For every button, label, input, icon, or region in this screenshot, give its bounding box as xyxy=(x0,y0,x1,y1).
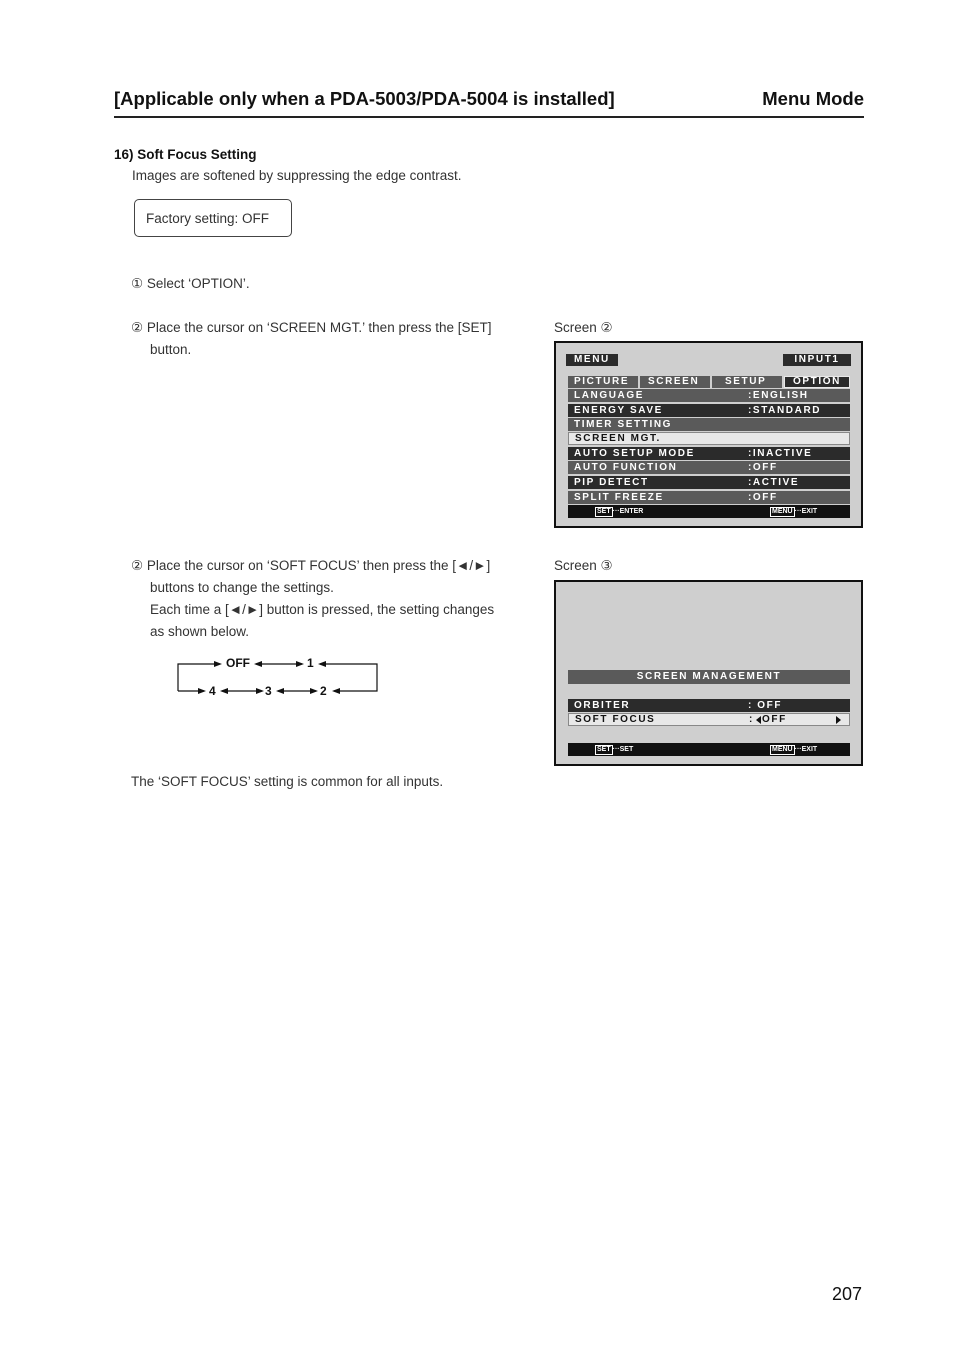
osd-item-value: :OFF xyxy=(748,462,778,473)
step-3-line-3: Each time a [◄/►] button is pressed, the setting changes xyxy=(150,602,495,617)
set-key-icon: SET xyxy=(597,746,611,753)
header-section: Menu Mode xyxy=(762,88,864,109)
osd-tab-option[interactable]: OPTION xyxy=(784,376,850,388)
cycle-label-2: 2 xyxy=(320,684,327,698)
page-number: 207 xyxy=(831,1284,862,1304)
osd-footer-right-text: ···EXIT xyxy=(794,746,818,753)
step-3-line-4: as shown below. xyxy=(150,624,250,639)
osd-footer-right-text: ···EXIT xyxy=(794,508,818,515)
step-3-line-2: buttons to change the settings. xyxy=(150,580,334,595)
header-title: [Applicable only when a PDA-5003/PDA-5004 is installed] xyxy=(114,88,615,109)
osd-item-soft-focus[interactable] xyxy=(568,713,850,726)
osd-item-energy-save[interactable] xyxy=(568,404,850,417)
menu-key-icon: MENU xyxy=(772,508,793,515)
osd-item-screen-mgt[interactable] xyxy=(568,432,850,445)
osd-item-label: ORBITER xyxy=(574,700,631,711)
osd-item-auto-function[interactable] xyxy=(568,461,850,474)
osd-item-value: :ENGLISH xyxy=(748,390,809,401)
osd-item-timer-setting[interactable] xyxy=(568,418,850,431)
osd-item-value: OFF xyxy=(762,714,787,725)
osd-item-value: :ACTIVE xyxy=(748,477,800,488)
note: The ‘SOFT FOCUS’ setting is common for all inputs. xyxy=(131,774,444,789)
section-description: Images are softened by suppressing the edge contrast. xyxy=(132,168,462,183)
osd-item-auto-setup-mode[interactable] xyxy=(568,447,850,460)
osd-tab-picture[interactable]: PICTURE xyxy=(568,376,638,388)
osd-item-language[interactable] xyxy=(568,389,850,402)
osd-footer xyxy=(568,505,850,518)
right-arrow-icon[interactable] xyxy=(836,716,841,724)
osd-item-value: : OFF xyxy=(748,700,783,711)
osd-item-label: PIP DETECT xyxy=(574,477,649,488)
osd-item-label: AUTO SETUP MODE xyxy=(574,448,695,459)
osd-item-label: LANGUAGE xyxy=(574,390,645,401)
screen-3 xyxy=(554,580,863,766)
osd-footer-left-text: ···ENTER xyxy=(612,508,644,515)
set-key-icon: SET xyxy=(597,508,611,515)
section-title: 16) Soft Focus Setting xyxy=(114,147,257,162)
step-3-line-1: ② Place the cursor on ‘SOFT FOCUS’ then press the [◄/►] xyxy=(131,558,491,573)
osd-item-value: :INACTIVE xyxy=(748,448,813,459)
step-2-line-2: button. xyxy=(150,342,192,357)
osd-item-orbiter[interactable] xyxy=(568,699,850,712)
step-1: ① Select ‘OPTION’. xyxy=(131,276,250,291)
screen-2 xyxy=(554,341,863,528)
osd-item-split-freeze[interactable] xyxy=(568,491,850,504)
osd-menu-label: MENU xyxy=(566,354,618,366)
factory-setting-box xyxy=(134,199,292,237)
osd-screen-title: SCREEN MANAGEMENT xyxy=(568,670,850,684)
step-2-line-1: ② Place the cursor on ‘SCREEN MGT.’ then press the [SET] xyxy=(131,320,492,335)
header-rule xyxy=(114,116,864,118)
screen-3-caption: Screen ③ xyxy=(554,558,613,573)
osd-item-value: :STANDARD xyxy=(748,405,822,416)
cycle-label-4: 4 xyxy=(209,684,216,698)
osd-item-label: TIMER SETTING xyxy=(574,419,673,430)
osd-item-label: SOFT FOCUS xyxy=(575,714,656,725)
osd-item-pip-detect[interactable] xyxy=(568,476,850,489)
factory-setting-text: Factory setting: OFF xyxy=(146,210,270,226)
left-arrow-icon[interactable] xyxy=(756,716,761,724)
cycle-diagram xyxy=(170,652,385,702)
osd-footer-right xyxy=(770,507,817,517)
osd-footer-right xyxy=(770,745,817,755)
osd-footer-left xyxy=(595,745,633,755)
screen-2-caption: Screen ② xyxy=(554,320,613,335)
osd-item-value: :OFF xyxy=(748,492,778,503)
cycle-diagram-arrows xyxy=(170,652,385,702)
osd-tab-screen[interactable]: SCREEN xyxy=(640,376,710,388)
osd-footer xyxy=(568,743,850,756)
osd-item-label: ENERGY SAVE xyxy=(574,405,663,416)
menu-key-icon: MENU xyxy=(772,746,793,753)
osd-footer-left xyxy=(595,507,643,517)
cycle-label-3: 3 xyxy=(265,684,272,698)
osd-footer-left-text: ···SET xyxy=(612,746,634,753)
osd-item-label: AUTO FUNCTION xyxy=(574,462,678,473)
osd-item-label: SCREEN MGT. xyxy=(575,433,661,444)
osd-input-label: INPUT1 xyxy=(783,354,851,366)
cycle-label-off: OFF xyxy=(226,656,250,670)
cycle-label-1: 1 xyxy=(307,656,314,670)
osd-item-label: SPLIT FREEZE xyxy=(574,492,664,503)
osd-item-colon: : xyxy=(749,714,754,725)
osd-tab-setup[interactable]: SETUP xyxy=(712,376,782,388)
